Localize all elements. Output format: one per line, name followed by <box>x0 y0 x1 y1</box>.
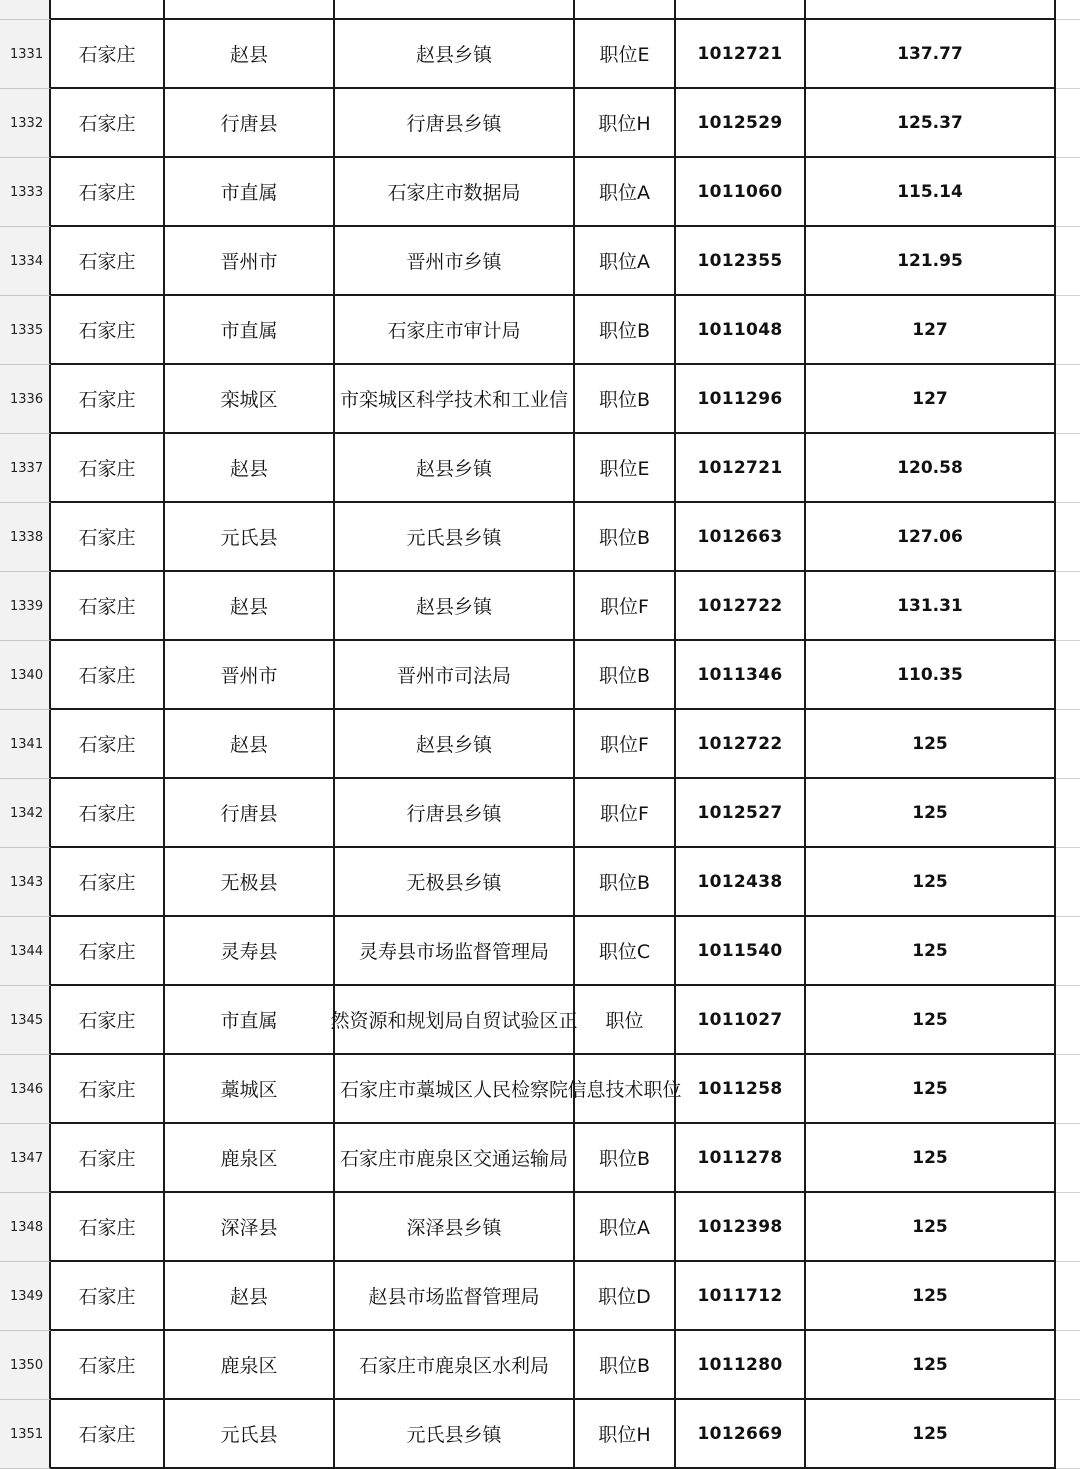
row-number[interactable] <box>0 0 51 20</box>
row-number[interactable]: 1340 <box>0 641 51 710</box>
empty-cell[interactable] <box>1056 20 1080 89</box>
city-cell[interactable]: 石家庄 <box>51 296 165 365</box>
position-code-cell[interactable]: 1012669 <box>676 1400 806 1469</box>
position-cell[interactable]: 职位F <box>575 572 676 641</box>
unit-cell[interactable]: 行唐县乡镇 <box>335 89 575 158</box>
city-cell[interactable]: 石家庄 <box>51 1193 165 1262</box>
city-cell[interactable]: 石家庄 <box>51 1055 165 1124</box>
row-number[interactable]: 1349 <box>0 1262 51 1331</box>
city-cell[interactable]: 石家庄 <box>51 917 165 986</box>
city-cell[interactable]: 石家庄 <box>51 89 165 158</box>
table-row <box>0 710 1080 779</box>
city-cell[interactable]: 石家庄 <box>51 227 165 296</box>
score-cell[interactable]: 121.95 <box>806 227 1056 296</box>
score-cell[interactable]: 127 <box>806 296 1056 365</box>
district-cell[interactable] <box>165 0 335 20</box>
position-code-cell[interactable]: 1011048 <box>676 296 806 365</box>
row-number[interactable]: 1347 <box>0 1124 51 1193</box>
position-cell[interactable]: 职位H <box>575 89 676 158</box>
position-cell[interactable]: 信息技术职位 <box>575 1055 676 1124</box>
table-row <box>0 434 1080 503</box>
empty-cell[interactable] <box>1056 227 1080 296</box>
row-number[interactable]: 1344 <box>0 917 51 986</box>
district-cell[interactable]: 市直属 <box>165 296 335 365</box>
row-number[interactable]: 1345 <box>0 986 51 1055</box>
city-cell[interactable]: 石家庄 <box>51 986 165 1055</box>
unit-cell[interactable]: 深泽县乡镇 <box>335 1193 575 1262</box>
empty-cell[interactable] <box>1056 917 1080 986</box>
city-cell[interactable]: 石家庄 <box>51 434 165 503</box>
unit-cell[interactable]: 元氏县乡镇 <box>335 503 575 572</box>
position-cell[interactable]: 职位A <box>575 227 676 296</box>
district-cell[interactable]: 深泽县 <box>165 1193 335 1262</box>
score-cell[interactable]: 127.06 <box>806 503 1056 572</box>
district-cell[interactable]: 赵县 <box>165 434 335 503</box>
position-code-cell[interactable]: 1012438 <box>676 848 806 917</box>
city-cell[interactable]: 石家庄 <box>51 848 165 917</box>
table-row <box>0 641 1080 710</box>
city-cell[interactable]: 石家庄 <box>51 158 165 227</box>
position-code-cell[interactable]: 1011540 <box>676 917 806 986</box>
table-row <box>0 1400 1080 1469</box>
table-row <box>0 89 1080 158</box>
position-code-cell[interactable]: 1012527 <box>676 779 806 848</box>
position-code-cell[interactable]: 1012721 <box>676 20 806 89</box>
district-cell[interactable]: 元氏县 <box>165 503 335 572</box>
table-row <box>0 848 1080 917</box>
table-row <box>0 1331 1080 1400</box>
city-cell[interactable]: 石家庄 <box>51 1124 165 1193</box>
city-cell[interactable]: 石家庄 <box>51 1262 165 1331</box>
empty-cell[interactable] <box>1056 1193 1080 1262</box>
row-number[interactable]: 1336 <box>0 365 51 434</box>
table-row <box>0 503 1080 572</box>
district-cell[interactable]: 行唐县 <box>165 89 335 158</box>
row-number[interactable]: 1335 <box>0 296 51 365</box>
district-cell[interactable]: 无极县 <box>165 848 335 917</box>
row-number[interactable]: 1334 <box>0 227 51 296</box>
city-cell[interactable] <box>51 0 165 20</box>
table-row <box>0 1262 1080 1331</box>
row-number[interactable]: 1351 <box>0 1400 51 1469</box>
score-cell[interactable]: 125 <box>806 1055 1056 1124</box>
position-cell[interactable] <box>575 0 676 20</box>
position-code-cell[interactable]: 1012722 <box>676 710 806 779</box>
unit-cell[interactable]: 赵县乡镇 <box>335 434 575 503</box>
position-code-cell[interactable]: 1011027 <box>676 986 806 1055</box>
empty-cell[interactable] <box>1056 572 1080 641</box>
district-cell[interactable]: 鹿泉区 <box>165 1124 335 1193</box>
score-cell[interactable]: 125 <box>806 1400 1056 1469</box>
table-row <box>0 158 1080 227</box>
city-cell[interactable]: 石家庄 <box>51 20 165 89</box>
position-cell[interactable]: 职位C <box>575 917 676 986</box>
city-cell[interactable]: 石家庄 <box>51 641 165 710</box>
unit-cell[interactable]: 无极县乡镇 <box>335 848 575 917</box>
row-number[interactable]: 1339 <box>0 572 51 641</box>
unit-cell[interactable]: 赵县乡镇 <box>335 20 575 89</box>
position-code-cell[interactable]: 1012529 <box>676 89 806 158</box>
position-cell[interactable]: 职位B <box>575 503 676 572</box>
score-cell[interactable]: 125 <box>806 1193 1056 1262</box>
unit-cell[interactable]: 晋州市乡镇 <box>335 227 575 296</box>
position-code-cell[interactable]: 1012398 <box>676 1193 806 1262</box>
city-cell[interactable]: 石家庄 <box>51 572 165 641</box>
empty-cell[interactable] <box>1056 779 1080 848</box>
district-cell[interactable]: 灵寿县 <box>165 917 335 986</box>
score-cell[interactable]: 110.35 <box>806 641 1056 710</box>
position-cell[interactable]: 职位E <box>575 20 676 89</box>
empty-cell[interactable] <box>1056 296 1080 365</box>
table-row <box>0 779 1080 848</box>
position-cell[interactable]: 职位B <box>575 848 676 917</box>
score-cell[interactable]: 125 <box>806 848 1056 917</box>
position-cell[interactable]: 职位B <box>575 1331 676 1400</box>
score-cell[interactable]: 125 <box>806 986 1056 1055</box>
position-cell[interactable]: 职位A <box>575 1193 676 1262</box>
unit-cell[interactable]: 赵县乡镇 <box>335 572 575 641</box>
table-row <box>0 986 1080 1055</box>
table-row <box>0 1124 1080 1193</box>
position-cell[interactable]: 职位 <box>575 986 676 1055</box>
unit-cell[interactable]: 然资源和规划局自贸试验区正 <box>335 986 575 1055</box>
empty-cell[interactable] <box>1056 89 1080 158</box>
unit-cell[interactable]: 石家庄市鹿泉区水利局 <box>335 1331 575 1400</box>
position-cell[interactable]: 职位B <box>575 1124 676 1193</box>
row-number[interactable]: 1331 <box>0 20 51 89</box>
table-row <box>0 227 1080 296</box>
row-number[interactable]: 1333 <box>0 158 51 227</box>
score-cell[interactable]: 125 <box>806 1124 1056 1193</box>
unit-cell[interactable]: 行唐县乡镇 <box>335 779 575 848</box>
district-cell[interactable]: 市直属 <box>165 158 335 227</box>
score-cell[interactable]: 131.31 <box>806 572 1056 641</box>
position-cell[interactable]: 职位B <box>575 365 676 434</box>
position-code-cell[interactable]: 1012355 <box>676 227 806 296</box>
position-code-cell[interactable]: 1012722 <box>676 572 806 641</box>
table-row <box>0 1055 1080 1124</box>
score-cell[interactable]: 125 <box>806 710 1056 779</box>
position-code-cell[interactable]: 1011258 <box>676 1055 806 1124</box>
position-code-cell[interactable]: 1011346 <box>676 641 806 710</box>
unit-cell[interactable]: 灵寿县市场监督管理局 <box>335 917 575 986</box>
city-cell[interactable]: 石家庄 <box>51 1400 165 1469</box>
district-cell[interactable]: 行唐县 <box>165 779 335 848</box>
position-cell[interactable]: 职位E <box>575 434 676 503</box>
city-cell[interactable]: 石家庄 <box>51 1331 165 1400</box>
unit-cell[interactable]: 石家庄市藁城区人民检察院 <box>335 1055 575 1124</box>
district-cell[interactable]: 藁城区 <box>165 1055 335 1124</box>
empty-cell[interactable] <box>1056 0 1080 20</box>
row-number[interactable]: 1337 <box>0 434 51 503</box>
table-row <box>0 0 1080 20</box>
city-cell[interactable]: 石家庄 <box>51 503 165 572</box>
position-code-cell[interactable]: 1012663 <box>676 503 806 572</box>
position-code-cell[interactable]: 1011060 <box>676 158 806 227</box>
district-cell[interactable]: 市直属 <box>165 986 335 1055</box>
district-cell[interactable]: 赵县 <box>165 710 335 779</box>
position-code-cell[interactable]: 1011278 <box>676 1124 806 1193</box>
unit-cell[interactable]: 赵县市场监督管理局 <box>335 1262 575 1331</box>
position-code-cell[interactable]: 1012721 <box>676 434 806 503</box>
unit-cell[interactable]: 赵县乡镇 <box>335 710 575 779</box>
position-cell[interactable]: 职位B <box>575 296 676 365</box>
empty-cell[interactable] <box>1056 848 1080 917</box>
table-row <box>0 917 1080 986</box>
score-cell[interactable]: 125.37 <box>806 89 1056 158</box>
district-cell[interactable]: 晋州市 <box>165 641 335 710</box>
score-cell[interactable]: 125 <box>806 779 1056 848</box>
unit-cell[interactable]: 元氏县乡镇 <box>335 1400 575 1469</box>
row-number[interactable]: 1341 <box>0 710 51 779</box>
position-cell[interactable]: 职位F <box>575 779 676 848</box>
score-cell[interactable]: 127 <box>806 365 1056 434</box>
position-cell[interactable]: 职位A <box>575 158 676 227</box>
empty-cell[interactable] <box>1056 641 1080 710</box>
unit-cell[interactable]: 石家庄市审计局 <box>335 296 575 365</box>
district-cell[interactable]: 赵县 <box>165 20 335 89</box>
row-number[interactable]: 1343 <box>0 848 51 917</box>
city-cell[interactable]: 石家庄 <box>51 365 165 434</box>
unit-cell[interactable]: 石家庄市数据局 <box>335 158 575 227</box>
empty-cell[interactable] <box>1056 1124 1080 1193</box>
position-code-cell[interactable] <box>676 0 806 20</box>
empty-cell[interactable] <box>1056 1400 1080 1469</box>
score-cell[interactable]: 115.14 <box>806 158 1056 227</box>
row-number[interactable]: 1342 <box>0 779 51 848</box>
table-row <box>0 20 1080 89</box>
position-code-cell[interactable]: 1011712 <box>676 1262 806 1331</box>
row-number[interactable]: 1332 <box>0 89 51 158</box>
table-row <box>0 1193 1080 1262</box>
district-cell[interactable]: 晋州市 <box>165 227 335 296</box>
row-number[interactable]: 1338 <box>0 503 51 572</box>
position-cell[interactable]: 职位H <box>575 1400 676 1469</box>
city-cell[interactable]: 石家庄 <box>51 779 165 848</box>
empty-cell[interactable] <box>1056 434 1080 503</box>
empty-cell[interactable] <box>1056 986 1080 1055</box>
table-row <box>0 296 1080 365</box>
position-cell[interactable]: 职位F <box>575 710 676 779</box>
district-cell[interactable]: 赵县 <box>165 1262 335 1331</box>
score-cell[interactable]: 137.77 <box>806 20 1056 89</box>
district-cell[interactable]: 鹿泉区 <box>165 1331 335 1400</box>
unit-cell[interactable] <box>335 0 575 20</box>
empty-cell[interactable] <box>1056 1331 1080 1400</box>
table-row <box>0 572 1080 641</box>
district-cell[interactable]: 赵县 <box>165 572 335 641</box>
position-code-cell[interactable]: 1011296 <box>676 365 806 434</box>
row-number[interactable]: 1348 <box>0 1193 51 1262</box>
table-row <box>0 365 1080 434</box>
empty-cell[interactable] <box>1056 710 1080 779</box>
unit-cell[interactable]: 晋州市司法局 <box>335 641 575 710</box>
row-number[interactable]: 1346 <box>0 1055 51 1124</box>
score-cell[interactable]: 125 <box>806 1331 1056 1400</box>
score-cell[interactable] <box>806 0 1056 20</box>
empty-cell[interactable] <box>1056 1055 1080 1124</box>
unit-cell[interactable]: 石家庄市鹿泉区交通运输局 <box>335 1124 575 1193</box>
district-cell[interactable]: 元氏县 <box>165 1400 335 1469</box>
empty-cell[interactable] <box>1056 1262 1080 1331</box>
score-cell[interactable]: 125 <box>806 1262 1056 1331</box>
city-cell[interactable]: 石家庄 <box>51 710 165 779</box>
position-cell[interactable]: 职位D <box>575 1262 676 1331</box>
score-cell[interactable]: 125 <box>806 917 1056 986</box>
position-code-cell[interactable]: 1011280 <box>676 1331 806 1400</box>
empty-cell[interactable] <box>1056 158 1080 227</box>
empty-cell[interactable] <box>1056 503 1080 572</box>
unit-cell[interactable]: 市栾城区科学技术和工业信 <box>335 365 575 434</box>
row-number[interactable]: 1350 <box>0 1331 51 1400</box>
score-cell[interactable]: 120.58 <box>806 434 1056 503</box>
district-cell[interactable]: 栾城区 <box>165 365 335 434</box>
empty-cell[interactable] <box>1056 365 1080 434</box>
position-cell[interactable]: 职位B <box>575 641 676 710</box>
